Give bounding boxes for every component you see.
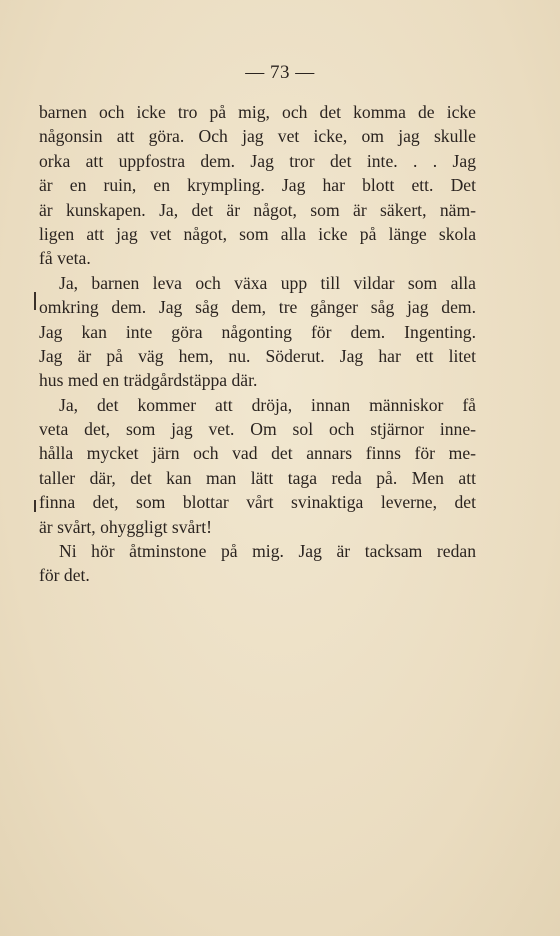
page-number: — 73 — — [245, 62, 315, 83]
text-line: veta det, som jag vet. Om sol och stjärnor inne- — [39, 419, 476, 440]
text-line: Ja, det kommer att dröja, innan människor få — [59, 394, 476, 415]
margin-mark — [34, 500, 36, 512]
text-line: få veta. — [39, 248, 91, 269]
text-line: Ni hör åtminstone på mig. Jag är tacksam redan — [59, 541, 476, 562]
text-line: någonsin att göra. Och jag vet icke, om jag skulle — [39, 126, 476, 147]
text-line: Jag kan inte göra någonting för dem. Ingenting. — [39, 321, 476, 342]
body-text — [39, 100, 476, 588]
text-line: Jag är på väg hem, nu. Söderut. Jag har ett litet — [39, 345, 476, 366]
text-line: är svårt, ohyggligt svårt! — [39, 516, 212, 537]
text-line: omkring dem. Jag såg dem, tre gånger såg jag dem. — [39, 297, 476, 318]
text-line: ligen att jag vet något, som alla icke på länge skola — [39, 223, 476, 244]
text-line: taller där, det kan man lätt taga reda på. Men att — [39, 467, 476, 488]
text-line: hålla mycket järn och vad det annars finns för me- — [39, 443, 476, 464]
text-line: är en ruin, en krympling. Jag har blott ett. Det — [39, 175, 476, 196]
text-line: för det. — [39, 565, 90, 586]
text-line: Ja, barnen leva och växa upp till vildar som alla — [59, 272, 476, 293]
text-line: finna det, som blottar vårt svinaktiga leverne, det — [39, 492, 476, 513]
margin-mark — [34, 292, 36, 310]
text-line: barnen och icke tro på mig, och det komma de icke — [39, 102, 476, 122]
text-line: är kunskapen. Ja, det är något, som är säkert, näm- — [39, 199, 476, 220]
text-line: orka att uppfostra dem. Jag tror det inte. . . Jag — [39, 150, 476, 171]
text-line: hus med en trädgårdstäppa där. — [39, 370, 258, 391]
